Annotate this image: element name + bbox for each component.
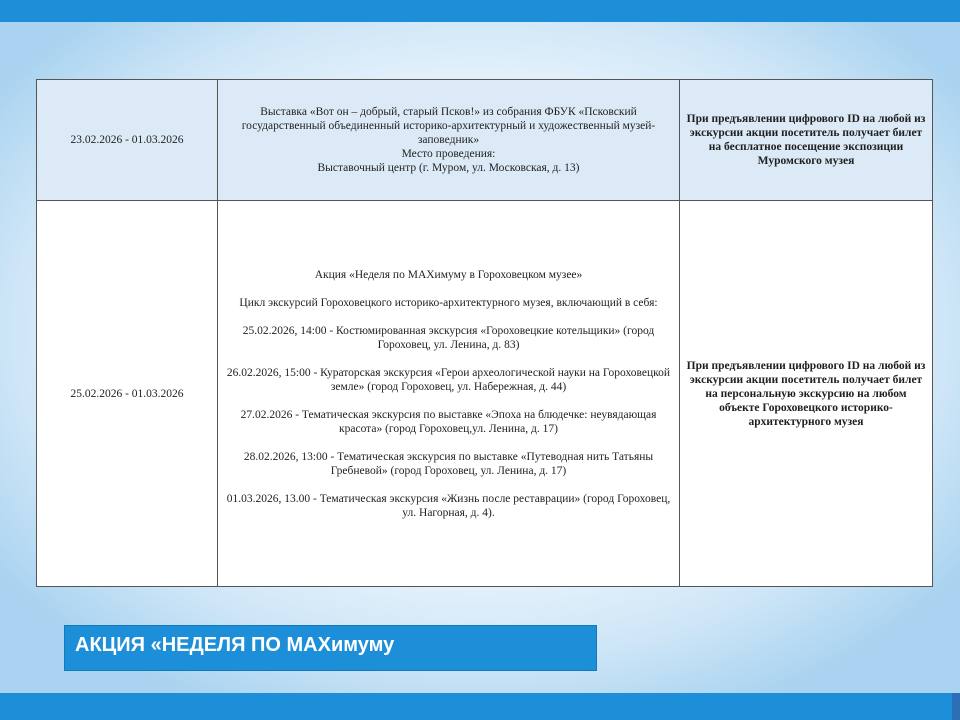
banner-title: АКЦИЯ «НЕДЕЛЯ ПО МАХимуму: [75, 634, 395, 656]
condition-cell: При предъявлении цифрового ID на любой из экскурсии акции посетитель получает билет на персональную экскурсию на любом объекте Гороховецкого историко-архитектурного музея: [680, 201, 933, 587]
description-cell: [218, 80, 680, 201]
tour-item: 27.02.2026 - Тематическая экскурсия по выставке «Эпоха на блюдечке: неувядающая красота» (город Гороховец,ул. Ленина, д. 17): [240, 408, 657, 435]
venue-address: Выставочный центр (г. Муром, ул. Московская, д. 13): [317, 162, 580, 174]
dates-cell: 25.02.2026 - 01.03.2026: [37, 201, 218, 587]
top-accent-bar: [0, 0, 960, 22]
table-row: [37, 201, 933, 587]
condition-cell: При предъявлении цифрового ID на любой из экскурсии акции посетитель получает билет на бесплатное посещение экспозиции Муромского музея: [680, 80, 933, 201]
bottom-accent-bar: [0, 693, 960, 720]
table-row: [37, 80, 933, 201]
events-table: [36, 79, 933, 587]
tour-item: 01.03.2026, 13.00 - Тематическая экскурсия «Жизнь после реставрации» (город Гороховец, ул. Нагорная, д. 4).: [226, 492, 671, 519]
tour-item: 25.02.2026, 14:00 - Костюмированная экскурсия «Гороховецкие котельщики» (город Гороховец, ул. Ленина, д. 83): [242, 324, 655, 351]
tour-cycle-intro: Цикл экскурсий Гороховецкого историко-архитектурного музея, включающий в себя:: [239, 296, 658, 309]
venue-label: Место проведения:: [401, 148, 496, 160]
exhibition-title: Выставка «Вот он – добрый, старый Псков!» из собрания ФБУК «Псковский государственный объединенный историко-архитектурный и художественный музей-заповедник»: [241, 106, 656, 146]
section-banner: [64, 625, 597, 671]
description-cell: [218, 201, 680, 587]
bottom-bar-edge: [952, 693, 960, 720]
promo-title: Акция «Неделя по МАХимуму в Гороховецком музее»: [314, 268, 583, 281]
tour-item: 26.02.2026, 15:00 - Кураторская экскурсия «Герои археологической науки на Гороховецкой земле» (город Гороховец, ул. Набережная, д. 44): [226, 366, 671, 393]
dates-cell: 23.02.2026 - 01.03.2026: [37, 80, 218, 201]
tour-item: 28.02.2026, 13:00 - Тематическая экскурсия по выставке «Путеводная нить Татьяны Гребневой» (город Гороховец, ул. Ленина, д. 17): [243, 450, 654, 477]
